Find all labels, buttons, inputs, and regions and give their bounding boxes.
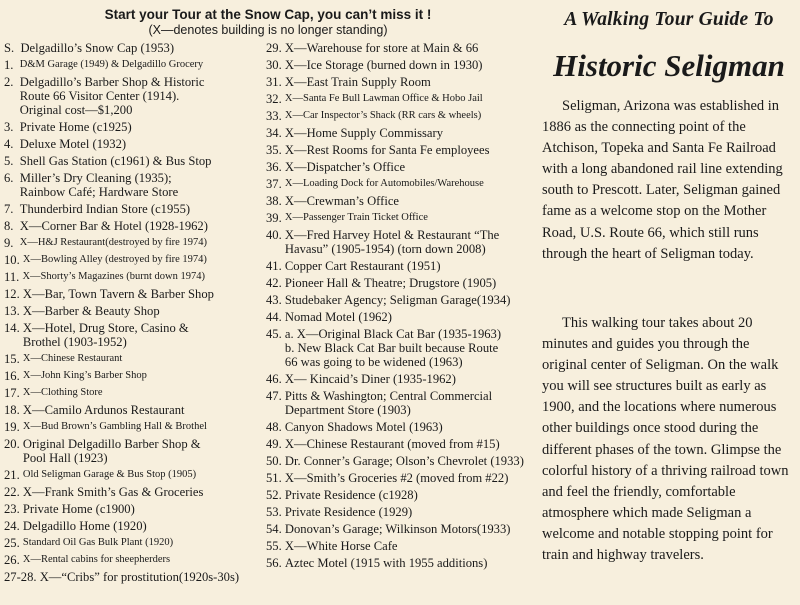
item-text: X—Hotel, Drug Store, Casino & Brothel (1903-1952) xyxy=(22,321,189,349)
list-item xyxy=(4,468,266,482)
list-item xyxy=(266,160,538,174)
item-number: 55. xyxy=(266,539,285,553)
item-text: Private Home (c1925) xyxy=(19,120,132,134)
item-text: X—Chinese Restaurant xyxy=(22,353,123,364)
list-item xyxy=(4,321,266,349)
left-list xyxy=(4,41,266,584)
item-number: 31. xyxy=(266,75,285,89)
item-number: 4. xyxy=(4,137,20,151)
list-item xyxy=(4,553,266,567)
list-item xyxy=(266,556,538,570)
list-item xyxy=(4,304,266,318)
item-number: 43. xyxy=(266,293,285,307)
item-number: 44. xyxy=(266,310,285,324)
list-item xyxy=(266,505,538,519)
item-number: 36. xyxy=(266,160,285,174)
item-text: Donovan’s Garage; Wilkinson Motors(1933) xyxy=(284,522,511,536)
item-text: X—Dispatcher’s Office xyxy=(284,160,406,174)
list-item xyxy=(266,75,538,89)
item-text: X—“Cribs” for prostitution(1920s-30s) xyxy=(39,570,240,584)
list-item xyxy=(266,471,538,485)
item-number: 24. xyxy=(4,519,23,533)
item-number: 42. xyxy=(266,276,285,290)
item-number: 27-28. xyxy=(4,570,40,584)
item-number: 30. xyxy=(266,58,285,72)
list-item xyxy=(4,570,266,584)
item-number: 26. xyxy=(4,553,23,567)
item-text: X—Warehouse for store at Main & 66 xyxy=(284,41,479,55)
list-item xyxy=(4,420,266,434)
item-text: X—John King’s Barber Shop xyxy=(22,370,147,381)
list-item xyxy=(266,177,538,191)
list-item xyxy=(266,194,538,208)
item-text: Miller’s Dry Cleaning (1935); Rainbow Café; Hardware Store xyxy=(19,171,179,199)
list-item xyxy=(266,58,538,72)
item-text: X—Fred Harvey Hotel & Restaurant “The Havasu” (1905-1954) (torn down 2008) xyxy=(284,228,500,256)
list-item xyxy=(266,372,538,386)
item-number: 12. xyxy=(4,287,23,301)
item-number: S. xyxy=(4,41,21,55)
item-text: Dr. Conner’s Garage; Olson’s Chevrolet (1933) xyxy=(284,454,524,468)
header-subtitle: (X—denotes building is no longer standing) xyxy=(148,23,388,37)
item-number: 17. xyxy=(4,386,23,400)
item-number: 53. xyxy=(266,505,285,519)
item-text: Deluxe Motel (1932) xyxy=(19,137,127,151)
item-number: 2. xyxy=(4,75,20,89)
list-item xyxy=(4,403,266,417)
item-number: 19. xyxy=(4,420,23,434)
item-text: X— Kincaid’s Diner (1935-1962) xyxy=(284,372,456,386)
item-number: 46. xyxy=(266,372,285,386)
item-number: 38. xyxy=(266,194,285,208)
item-text: X—Frank Smith’s Gas & Groceries xyxy=(22,485,204,499)
list-item xyxy=(266,92,538,106)
item-text: X—Chinese Restaurant (moved from #15) xyxy=(284,437,500,451)
item-text: X—Rental cabins for sheepherders xyxy=(22,554,171,565)
list-header xyxy=(0,6,536,38)
item-text: X—Rest Rooms for Santa Fe employees xyxy=(284,143,490,157)
item-number: 3. xyxy=(4,120,20,134)
item-text: Delgadillo Home (1920) xyxy=(22,519,147,533)
list-item xyxy=(4,236,266,250)
list-item xyxy=(266,420,538,434)
item-text: Aztec Motel (1915 with 1955 additions) xyxy=(284,556,488,570)
item-number: 15. xyxy=(4,352,23,366)
item-number: 11. xyxy=(4,270,23,284)
guide-title-line2: Historic Seligman xyxy=(553,48,785,83)
list-item xyxy=(4,536,266,550)
guide-title-line1: A Walking Tour Guide To xyxy=(564,9,774,30)
item-text: Pioneer Hall & Theatre; Drugstore (1905) xyxy=(284,276,497,290)
item-number: 47. xyxy=(266,389,285,403)
list-item xyxy=(266,327,538,369)
item-number: 9. xyxy=(4,236,20,250)
item-text: X—Ice Storage (burned down in 1930) xyxy=(284,58,483,72)
item-number: 29. xyxy=(266,41,285,55)
item-number: 1. xyxy=(4,58,20,72)
list-item xyxy=(266,454,538,468)
item-number: 32. xyxy=(266,92,285,106)
item-number: 33. xyxy=(266,109,285,123)
list-item xyxy=(4,519,266,533)
item-number: 56. xyxy=(266,556,285,570)
item-number: 34. xyxy=(266,126,285,140)
list-item xyxy=(4,202,266,216)
item-number: 48. xyxy=(266,420,285,434)
item-text: X—Corner Bar & Hotel (1928-1962) xyxy=(19,219,208,233)
item-text: Pitts & Washington; Central Commercial Department Store (1903) xyxy=(284,389,493,417)
list-item xyxy=(266,539,538,553)
item-number: 37. xyxy=(266,177,285,191)
item-number: 20. xyxy=(4,437,23,451)
list-item xyxy=(4,386,266,400)
list-item xyxy=(4,137,266,151)
list-item xyxy=(4,171,266,199)
item-text: X—Smith’s Groceries #2 (moved from #22) xyxy=(284,471,509,485)
item-number: 39. xyxy=(266,211,285,225)
item-number: 13. xyxy=(4,304,23,318)
list-item xyxy=(266,259,538,273)
item-text: Canyon Shadows Motel (1963) xyxy=(284,420,443,434)
item-text: X—Bowling Alley (destroyed by fire 1974) xyxy=(22,254,207,265)
list-item xyxy=(266,389,538,417)
item-number: 5. xyxy=(4,154,20,168)
header-title: Start your Tour at the Snow Cap, you can’t miss it ! xyxy=(104,7,432,22)
list-item xyxy=(4,75,266,117)
item-number: 14. xyxy=(4,321,23,335)
item-number: 40. xyxy=(266,228,285,242)
list-item xyxy=(4,154,266,168)
list-item xyxy=(4,502,266,516)
item-text: Nomad Motel (1962) xyxy=(284,310,392,324)
item-text: Copper Cart Restaurant (1951) xyxy=(284,259,441,273)
item-number: 21. xyxy=(4,468,23,482)
item-text: X—Crewman’s Office xyxy=(284,194,400,208)
item-text: Private Residence (1929) xyxy=(284,505,413,519)
list-item xyxy=(4,485,266,499)
item-number: 50. xyxy=(266,454,285,468)
item-text: Standard Oil Gas Bulk Plant (1920) xyxy=(22,537,174,548)
tour-paragraph: This walking tour takes about 20 minutes and guides you through the original center of Seligman. On the walk you will see structures built as early as 1900, and the locations where numerous other buildings once stood during the different phases of the town. Glimpse the colorful history of a thriving railroad town and feel the friendly, comfortable atmosphere which made Seligman a welcome and notable stopping point for train and highway travelers. xyxy=(542,315,789,564)
item-text: D&M Garage (1949) & Delgadillo Grocery xyxy=(19,59,204,70)
item-text: Delgadillo’s Snow Cap (1953) xyxy=(20,41,175,55)
item-text: X—East Train Supply Room xyxy=(284,75,431,89)
item-text: X—Shorty’s Magazines (burnt down 1974) xyxy=(22,271,205,282)
item-text: Private Residence (c1928) xyxy=(284,488,418,502)
item-number: 8. xyxy=(4,219,20,233)
item-number: 54. xyxy=(266,522,285,536)
item-number: 7. xyxy=(4,202,20,216)
list-item xyxy=(266,276,538,290)
list-item xyxy=(266,126,538,140)
list-item xyxy=(4,437,266,465)
list-item xyxy=(266,522,538,536)
item-text: X—Santa Fe Bull Lawman Office & Hobo Jail xyxy=(284,93,483,104)
item-number: 18. xyxy=(4,403,23,417)
intro-paragraph: Seligman, Arizona was established in 1886 as the connecting point of the Atchison, Topeka and Santa Fe Railroad with a long abandoned rail line extending south to Prescott. Later, Seligman gained fame as a welcome stop on the Mother Road, U.S. Route 66, which still runs through the heart of Seligman today. xyxy=(542,98,783,262)
item-number: 51. xyxy=(266,471,285,485)
item-text: X—White Horse Cafe xyxy=(284,539,398,553)
list-item xyxy=(4,120,266,134)
list-item xyxy=(4,270,266,284)
item-text: X—Clothing Store xyxy=(22,387,103,398)
list-item xyxy=(266,228,538,256)
item-text: X—Car Inspector’s Shack (RR cars & wheels) xyxy=(284,110,482,121)
item-text: X—Home Supply Commissary xyxy=(284,126,444,140)
list-item xyxy=(266,437,538,451)
item-number: 41. xyxy=(266,259,285,273)
list-item xyxy=(266,488,538,502)
item-text: Original Delgadillo Barber Shop & Pool Hall (1923) xyxy=(22,437,201,465)
list-item xyxy=(4,219,266,233)
item-text: X—Bud Brown’s Gambling Hall & Brothel xyxy=(22,421,207,432)
list-item xyxy=(266,211,538,225)
item-number: 25. xyxy=(4,536,23,550)
item-text: Private Home (c1900) xyxy=(22,502,135,516)
item-text: X—Barber & Beauty Shop xyxy=(22,304,160,318)
item-number: 23. xyxy=(4,502,23,516)
item-text: a. X—Original Black Cat Bar (1935-1963) b. New Black Cat Bar built because Route 66 was going to be widened (1963) xyxy=(284,327,502,369)
item-number: 10. xyxy=(4,253,23,267)
item-text: X—Bar, Town Tavern & Barber Shop xyxy=(22,287,214,301)
item-text: Shell Gas Station (c1961) & Bus Stop xyxy=(19,154,212,168)
item-text: Old Seligman Garage & Bus Stop (1905) xyxy=(22,469,197,480)
item-number: 52. xyxy=(266,488,285,502)
item-number: 6. xyxy=(4,171,20,185)
item-text: X—Passenger Train Ticket Office xyxy=(284,212,428,223)
list-item xyxy=(266,109,538,123)
list-item xyxy=(4,287,266,301)
item-text: X—Loading Dock for Automobiles/Warehouse xyxy=(284,178,484,189)
list-item xyxy=(4,41,266,55)
item-text: X—H&J Restaurant(destroyed by fire 1974) xyxy=(19,237,207,248)
list-item xyxy=(4,352,266,366)
item-text: Delgadillo’s Barber Shop & Historic Route 66 Visitor Center (1914). Original cost—$1,200 xyxy=(19,75,205,117)
item-text: Thunderbird Indian Store (c1955) xyxy=(19,202,191,216)
list-item xyxy=(4,369,266,383)
right-list xyxy=(266,41,538,570)
list-item xyxy=(4,253,266,267)
list-item xyxy=(266,143,538,157)
item-text: X—Camilo Ardunos Restaurant xyxy=(22,403,185,417)
list-item xyxy=(266,41,538,55)
list-item xyxy=(266,293,538,307)
item-number: 35. xyxy=(266,143,285,157)
item-number: 16. xyxy=(4,369,23,383)
item-number: 45. xyxy=(266,327,285,341)
item-number: 22. xyxy=(4,485,23,499)
item-text: Studebaker Agency; Seligman Garage(1934) xyxy=(284,293,511,307)
list-item xyxy=(4,58,266,72)
list-item xyxy=(266,310,538,324)
item-number: 49. xyxy=(266,437,285,451)
